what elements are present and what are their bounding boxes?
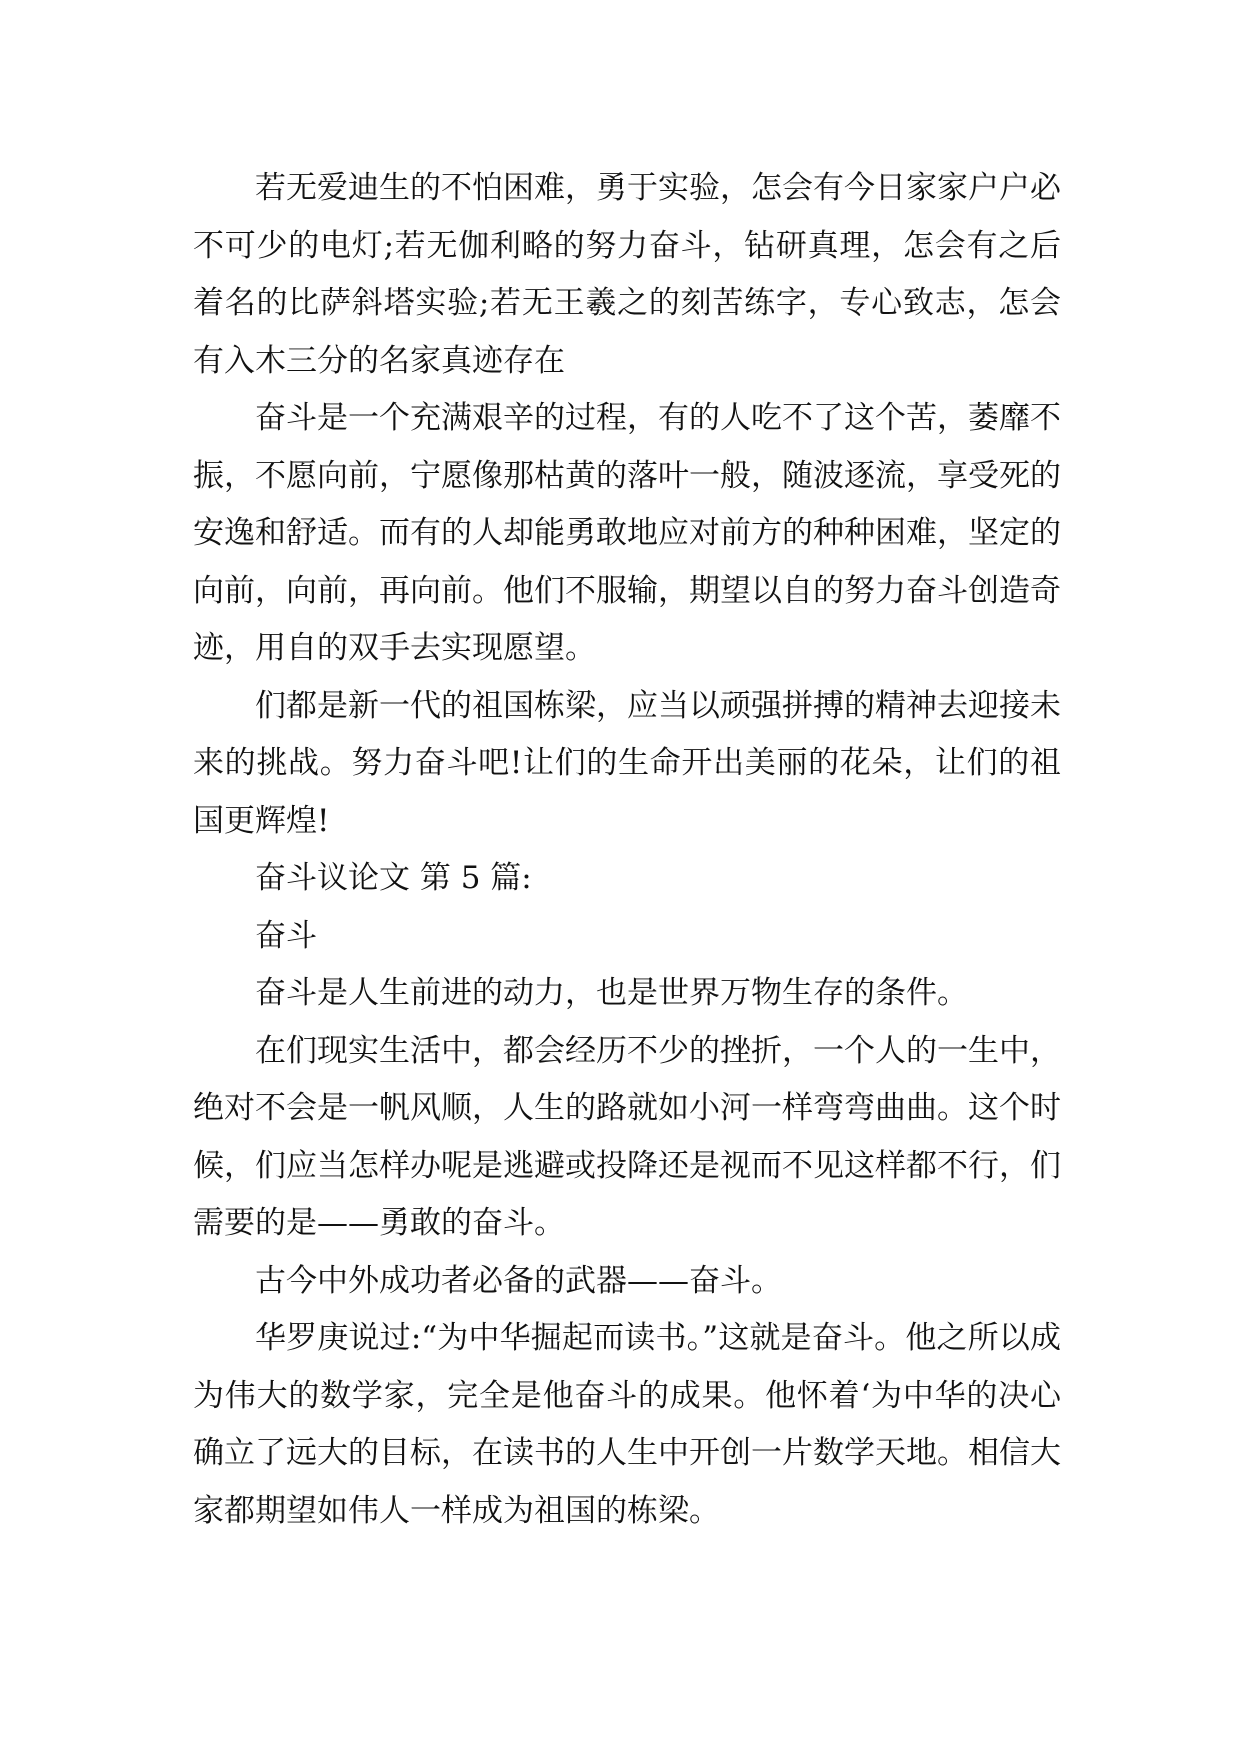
paragraph-call-to-action: 们都是新一代的祖国栋梁，应当以顽强拼搏的精神去迎接未来的挑战。努力奋斗吧!让们的生命开出美丽的花朵，让们的祖国更辉煌!	[193, 687, 1061, 839]
paragraph-hua-luogeng: 华罗庚说过:“为中华掘起而读书。”这就是奋斗。他之所以成为伟大的数学家，完全是他奋斗的成果。他怀着‘为中华的决心确立了远大的目标，在读书的人生中开创一片数学天地。相信大家都期望如伟人一样成为祖国的栋梁。	[193, 1320, 1061, 1529]
paragraph-setbacks: 在们现实生活中，都会经历不少的挫折，一个人的一生中，绝对不会是一帆风顺，人生的路就如小河一样弯弯曲曲。这个时候，们应当怎样办呢是逃避或投降还是视而不见这样都不行，们需要的是——勇敢的奋斗。	[193, 1032, 1061, 1241]
document-body	[193, 160, 1061, 1540]
paragraph-thesis: 奋斗是人生前进的动力，也是世界万物生存的条件。	[255, 975, 968, 1011]
paragraph-struggle-hardship: 奋斗是一个充满艰辛的过程，有的人吃不了这个苦，萎靡不振，不愿向前，宁愿像那枯黄的落叶一般，随波逐流，享受死的安逸和舒适。而有的人却能勇敢地应对前方的种种困难，坚定的向前，向前，再向前。他们不服输，期望以自的努力奋斗创造奇迹，用自的双手去实现愿望。	[193, 400, 1061, 666]
paragraph-weapon: 古今中外成功者必备的武器——奋斗。	[255, 1262, 782, 1299]
paragraph-inventors: 若无爱迪生的不怕困难，勇于实验，怎会有今日家家户户必不可少的电灯;若无伽利略的努力奋斗，钻研真理，怎会有之后着名的比萨斜塔实验;若无王羲之的刻苦练字，专心致志，怎会有入木三分的名家真迹存在	[193, 170, 1061, 379]
essay-title: 奋斗	[255, 917, 317, 954]
essay-heading: 奋斗议论文 第 5 篇:	[255, 860, 532, 896]
